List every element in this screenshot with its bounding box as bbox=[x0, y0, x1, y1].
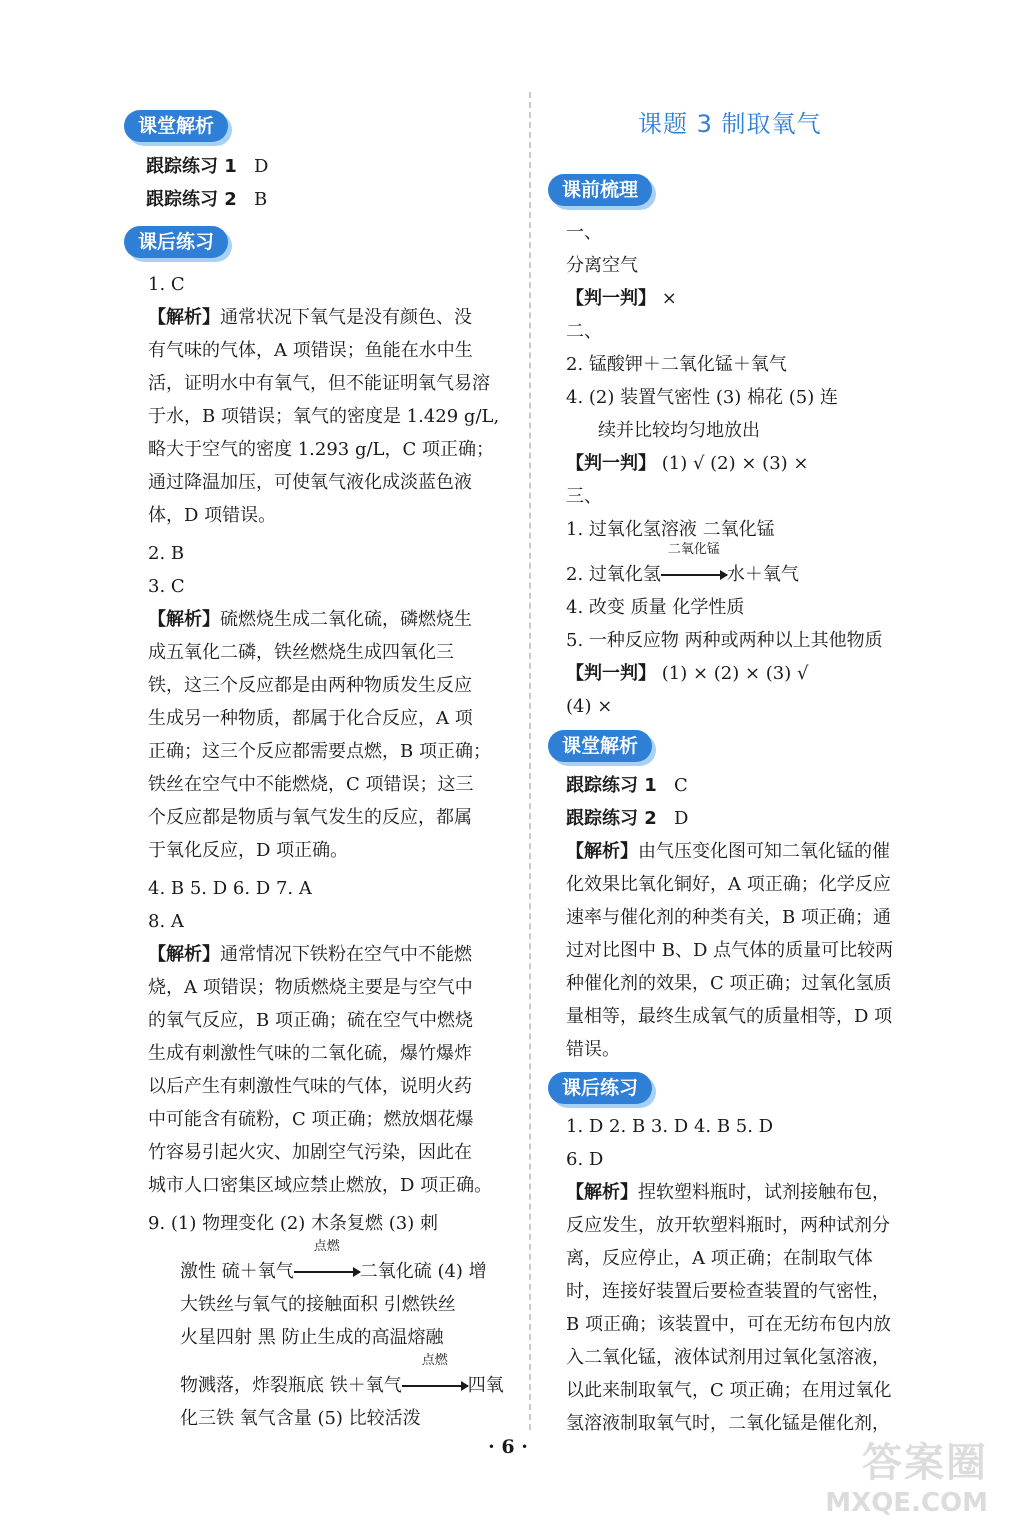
answer-line: 铁，这三个反应都是由两种物质发生反应 bbox=[148, 675, 472, 696]
answer-line: 于水，B 项错误；氧气的密度是 1.429 g/L, bbox=[148, 406, 500, 427]
watermark-logo bbox=[825, 1431, 988, 1518]
reaction-arrow: 点燃 bbox=[294, 1255, 360, 1289]
answer-line: 1. 过氧化氢溶液 二氧化锰 bbox=[566, 519, 775, 540]
column-divider bbox=[529, 92, 531, 1430]
track-practice-2: 跟踪练习 2 D bbox=[566, 808, 689, 829]
reaction-arrow: 二氧化锰 bbox=[661, 558, 727, 592]
answer-line: 于氧化反应，D 项正确。 bbox=[148, 840, 349, 861]
answer-line: 【解析】捏软塑料瓶时，试剂接触布包， bbox=[566, 1182, 890, 1203]
answer-line: 通过降温加压，可使氧气液化成淡蓝色液 bbox=[148, 472, 472, 493]
answer-line: 的氧气反应，B 项正确；硫在空气中燃烧 bbox=[148, 1010, 473, 1031]
answer-line: 烧，A 项错误；物质燃烧主要是与空气中 bbox=[148, 977, 473, 998]
answer-line: 一、 bbox=[566, 222, 602, 243]
answer-line: 【解析】通常状况下氧气是没有颜色、没 bbox=[148, 307, 472, 328]
answer-line: 二、 bbox=[566, 321, 602, 342]
answer-line: 6. D bbox=[566, 1149, 604, 1170]
section-badge-pre-class: 课前梳理 bbox=[548, 174, 652, 206]
answer-line: 【解析】由气压变化图可知二氧化锰的催 bbox=[566, 841, 890, 862]
answer-line: 氢溶液制取氧气时，二氧化锰是催化剂， bbox=[566, 1413, 890, 1434]
answer-line: 错误。 bbox=[566, 1039, 620, 1060]
answer-line: 分离空气 bbox=[566, 255, 638, 276]
reaction-arrow: 点燃 bbox=[402, 1369, 468, 1403]
section-badge-after-class: 课后练习 bbox=[124, 226, 228, 258]
answer-line: 5. 一种反应物 两种或两种以上其他物质 bbox=[566, 630, 883, 651]
answer-line: 火星四射 黑 防止生成的高温熔融 bbox=[180, 1327, 444, 1348]
answer-line: 体，D 项错误。 bbox=[148, 505, 277, 526]
answer-line: 2. B bbox=[148, 543, 185, 564]
answer-line-equation: 物溅落，炸裂瓶底 铁＋氧气 点燃 四氧 bbox=[180, 1369, 504, 1403]
section-badge-classroom: 课堂解析 bbox=[124, 110, 228, 142]
watermark-text-top: 答案圈 bbox=[862, 1440, 988, 1486]
answer-line: 【判一判】 (1) × (2) × (3) √ bbox=[566, 663, 809, 684]
section-badge-classroom: 课堂解析 bbox=[548, 730, 652, 762]
answer-line: B 项正确；该装置中，可在无纺布包内放 bbox=[566, 1314, 891, 1335]
answer-line: 4. B 5. D 6. D 7. A bbox=[148, 878, 312, 899]
answer-line: 【判一判】 × bbox=[566, 288, 677, 309]
section-badge-after-class: 课后练习 bbox=[548, 1072, 652, 1104]
answer-line: 9. (1) 物理变化 (2) 木条复燃 (3) 刺 bbox=[148, 1213, 438, 1234]
answer-line: 竹容易引起火灾、加剧空气污染，因此在 bbox=[148, 1142, 472, 1163]
answer-line: 8. A bbox=[148, 911, 184, 932]
answer-line: 中可能含有硫粉，C 项正确；燃放烟花爆 bbox=[148, 1109, 474, 1130]
answer-line: 城市人口密集区域应禁止燃放，D 项正确。 bbox=[148, 1175, 493, 1196]
answer-line: 大铁丝与氧气的接触面积 引燃铁丝 bbox=[180, 1294, 456, 1315]
answer-line: 有气味的气体，A 项错误；鱼能在水中生 bbox=[148, 340, 473, 361]
answer-line: 生成另一种物质，都属于化合反应，A 项 bbox=[148, 708, 473, 729]
answer-line: 正确；这三个反应都需要点燃，B 项正确； bbox=[148, 741, 491, 762]
answer-line: 【解析】硫燃烧生成二氧化硫，磷燃烧生 bbox=[148, 609, 472, 630]
answer-line: 略大于空气的密度 1.293 g/L，C 项正确； bbox=[148, 439, 495, 460]
answer-line: 铁丝在空气中不能燃烧，C 项错误；这三 bbox=[148, 774, 474, 795]
track-practice-2: 跟踪练习 2 B bbox=[146, 189, 268, 210]
answer-line: 个反应都是物质与氧气发生的反应，都属 bbox=[148, 807, 472, 828]
answer-line: 入二氧化锰，液体试剂用过氧化氢溶液， bbox=[566, 1347, 890, 1368]
answer-line: 活，证明水中有氧气，但不能证明氧气易溶 bbox=[148, 373, 490, 394]
answer-line: 离，反应停止，A 项正确；在制取气体 bbox=[566, 1248, 873, 1269]
answer-line: 以后产生有刺激性气味的气体，说明火药 bbox=[148, 1076, 472, 1097]
answer-line: 三、 bbox=[566, 486, 602, 507]
lesson-title: 课题 3 制取氧气 bbox=[638, 110, 822, 138]
answer-line: 【解析】通常情况下铁粉在空气中不能燃 bbox=[148, 944, 472, 965]
answer-line: 4. (2) 装置气密性 (3) 棉花 (5) 连 bbox=[566, 387, 838, 408]
answer-line: 速率与催化剂的种类有关，B 项正确；通 bbox=[566, 907, 891, 928]
answer-line: 以此来制取氧气，C 项正确；在用过氧化 bbox=[566, 1380, 892, 1401]
track-practice-1: 跟踪练习 1 D bbox=[146, 156, 269, 177]
answer-line: 反应发生，放开软塑料瓶时，两种试剂分 bbox=[566, 1215, 890, 1236]
answer-line: 2. 锰酸钾＋二氧化锰＋氧气 bbox=[566, 354, 787, 375]
answer-line: 3. C bbox=[148, 576, 185, 597]
answer-line: (4) × bbox=[566, 696, 613, 717]
answer-line-equation: 2. 过氧化氢 二氧化锰 水＋氧气 bbox=[566, 558, 799, 592]
page-number: · 6 · bbox=[488, 1436, 528, 1458]
answer-line: 化三铁 氧气含量 (5) 比较活泼 bbox=[180, 1408, 421, 1429]
answer-line: 成五氧化二磷，铁丝燃烧生成四氧化三 bbox=[148, 642, 454, 663]
answer-line-equation: 激性 硫＋氧气 点燃 二氧化硫 (4) 增 bbox=[180, 1255, 487, 1289]
track-practice-1: 跟踪练习 1 C bbox=[566, 775, 688, 796]
answer-line: 【判一判】 (1) √ (2) × (3) × bbox=[566, 453, 809, 474]
answer-line: 1. D 2. B 3. D 4. B 5. D bbox=[566, 1116, 774, 1137]
answer-line: 续并比较均匀地放出 bbox=[598, 420, 760, 441]
answer-line: 时，连接好装置后要检查装置的气密性， bbox=[566, 1281, 890, 1302]
watermark-text-bottom: MXQE.COM bbox=[825, 1488, 988, 1518]
answer-line: 化效果比氧化铜好，A 项正确；化学反应 bbox=[566, 874, 891, 895]
answer-line: 4. 改变 质量 化学性质 bbox=[566, 597, 745, 618]
answer-line: 生成有刺激性气味的二氧化硫，爆竹爆炸 bbox=[148, 1043, 472, 1064]
answer-line: 过对比图中 B、D 点气体的质量可比较两 bbox=[566, 940, 894, 961]
answer-line: 1. C bbox=[148, 274, 185, 295]
answer-line: 种催化剂的效果，C 项正确；过氧化氢质 bbox=[566, 973, 892, 994]
answer-line: 量相等，最终生成氧气的质量相等，D 项 bbox=[566, 1006, 893, 1027]
